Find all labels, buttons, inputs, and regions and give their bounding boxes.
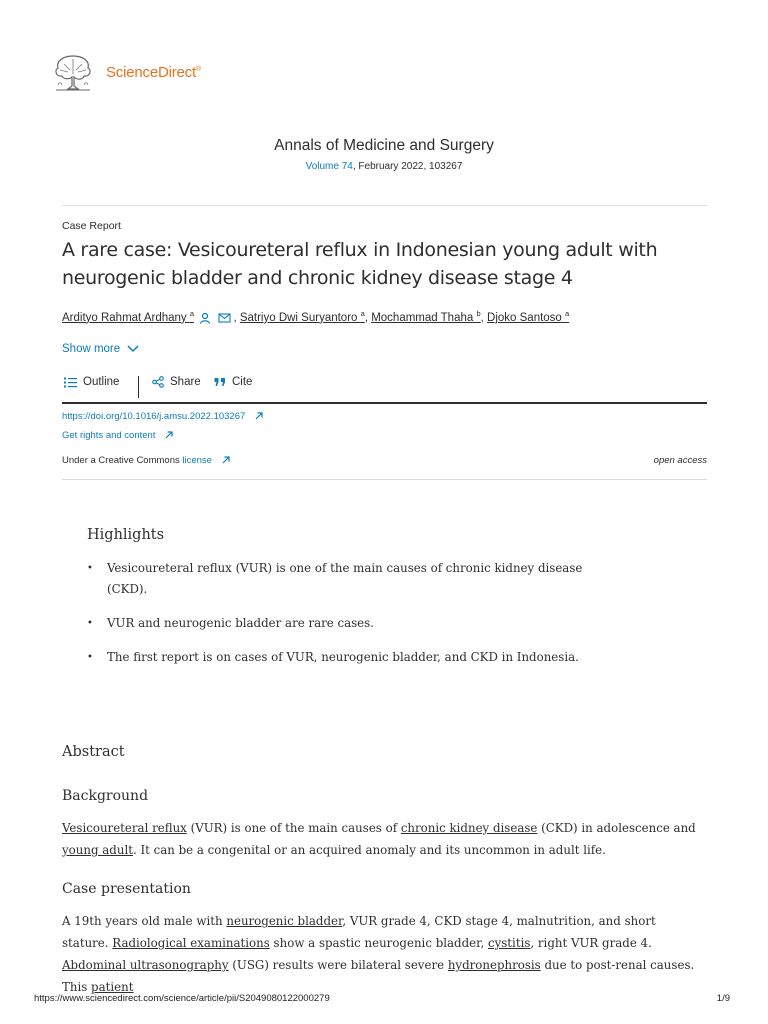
volume-link[interactable]: Volume 74 xyxy=(305,161,353,172)
term-link[interactable]: chronic kidney disease xyxy=(400,821,538,835)
author-link[interactable] xyxy=(371,309,481,324)
brand-name: ScienceDirect xyxy=(106,64,196,81)
term-link[interactable]: Abdominal ultrasonography xyxy=(62,958,229,972)
divider xyxy=(62,479,707,480)
author-name: Ardityo Rahmat Ardhany xyxy=(62,311,187,324)
text-run: (VUR) is one of the main causes of xyxy=(186,821,401,835)
author-name: Djoko Santoso xyxy=(487,311,562,324)
divider xyxy=(62,205,707,206)
rights-link[interactable] xyxy=(62,430,174,441)
affiliation-marker: a xyxy=(565,309,570,318)
text-run: (CKD) in adolescence and xyxy=(537,821,696,835)
author-link[interactable] xyxy=(62,309,195,324)
license-link[interactable]: license xyxy=(182,455,212,466)
author-list: Ardityo Rahmat Ardhany $^a$ , Satriyo Dwi Suryantoro $^a$, Mochammad Thaha $^b$, Djoko Santoso $^a$ xyxy=(62,309,570,324)
journal-title[interactable]: Annals of Medicine and Surgery xyxy=(274,137,494,154)
license-line xyxy=(62,455,231,466)
list-icon xyxy=(64,377,77,388)
cite-button[interactable] xyxy=(214,376,252,388)
text-run: show a spastic neurogenic bladder, xyxy=(269,936,488,950)
affiliation-marker: b xyxy=(476,309,481,318)
article-type: Case Report xyxy=(62,220,121,232)
term-link[interactable]: Radiological examinations xyxy=(112,936,270,950)
background-heading: Background xyxy=(62,788,149,804)
person-icon[interactable] xyxy=(199,312,211,324)
affiliation-marker: a xyxy=(360,309,365,318)
toolbar-divider xyxy=(138,376,139,398)
highlight-item: • The first report is on cases of VUR, neurogenic bladder, and CKD in Indonesia. xyxy=(87,647,607,668)
term-link[interactable]: Vesicoureteral reflux xyxy=(62,821,187,835)
author-name: Mochammad Thaha xyxy=(371,311,474,324)
case-presentation-heading: Case presentation xyxy=(62,881,191,897)
volume-details: , February 2022, 103267 xyxy=(352,161,463,172)
highlight-item: • Vesicoureteral reflux (VUR) is one of the main causes of chronic kidney disease (CKD). xyxy=(87,558,607,600)
print-url: https://www.sciencedirect.com/science/article/pii/S2049080122000279 xyxy=(34,993,330,1004)
cite-label: Cite xyxy=(232,376,253,388)
external-arrow-icon xyxy=(254,411,264,421)
envelope-icon[interactable] xyxy=(218,312,231,323)
highlight-item: • VUR and neurogenic bladder are rare cases. xyxy=(87,613,607,634)
text-run: , right VUR grade 4. xyxy=(530,936,652,950)
doi-link[interactable] xyxy=(62,411,264,422)
open-access-badge: open access xyxy=(653,455,707,466)
author-link[interactable] xyxy=(239,309,365,324)
abstract-heading: Abstract xyxy=(62,744,125,760)
chevron-down-icon xyxy=(127,345,139,353)
text-run: (USG) results were bilateral severe xyxy=(228,958,448,972)
external-arrow-icon xyxy=(221,455,231,465)
term-link[interactable]: cystitis xyxy=(487,936,531,950)
outline-button[interactable] xyxy=(64,376,119,388)
share-label: Share xyxy=(170,376,201,388)
outline-label: Outline xyxy=(83,376,120,388)
share-icon xyxy=(152,376,164,388)
rights-text: Get rights and content xyxy=(62,430,156,441)
doi-text: https://doi.org/10.1016/j.amsu.2022.103267 xyxy=(62,411,246,422)
highlights-list xyxy=(87,558,607,681)
show-more-label: Show more xyxy=(62,343,121,355)
author-link[interactable] xyxy=(487,309,570,324)
print-footer xyxy=(34,993,730,1004)
text-run: , VUR grade 4, CKD stage 4, malnutrition, and short stature. xyxy=(62,914,656,950)
highlights-heading: Highlights xyxy=(87,527,165,543)
page-number: 1/9 xyxy=(716,993,730,1004)
text-run: due to post-renal causes. This xyxy=(62,958,695,994)
article-toolbar xyxy=(62,376,707,404)
volume-line xyxy=(0,161,768,172)
article-title: A rare case: Vesicoureteral reflux in Indonesian young adult with neurogenic bladder and chronic kidney disease stage 4 xyxy=(62,239,658,289)
affiliation-marker: a xyxy=(189,309,195,318)
author-name: Satriyo Dwi Suryantoro xyxy=(239,311,358,324)
term-link[interactable]: young adult xyxy=(62,843,133,857)
brand-mark: ® xyxy=(195,66,201,73)
term-link[interactable]: neurogenic bladder xyxy=(226,914,343,928)
license-prefix: Under a Creative Commons xyxy=(62,455,183,466)
show-more-button[interactable] xyxy=(62,343,139,355)
term-link[interactable]: hydronephrosis xyxy=(447,958,541,972)
external-arrow-icon xyxy=(164,430,174,440)
text-run: A 19th years old male with xyxy=(62,914,227,928)
case-paragraph xyxy=(62,910,702,998)
text-run: . It can be a congenital or an acquired anomaly and its uncommon in adult life. xyxy=(132,843,606,857)
background-paragraph xyxy=(62,817,702,861)
sciencedirect-brand[interactable] xyxy=(106,64,201,81)
share-button[interactable] xyxy=(152,376,201,388)
term-link[interactable]: patient xyxy=(91,980,134,994)
quote-icon xyxy=(214,377,226,387)
elsevier-tree-logo[interactable] xyxy=(50,50,96,92)
